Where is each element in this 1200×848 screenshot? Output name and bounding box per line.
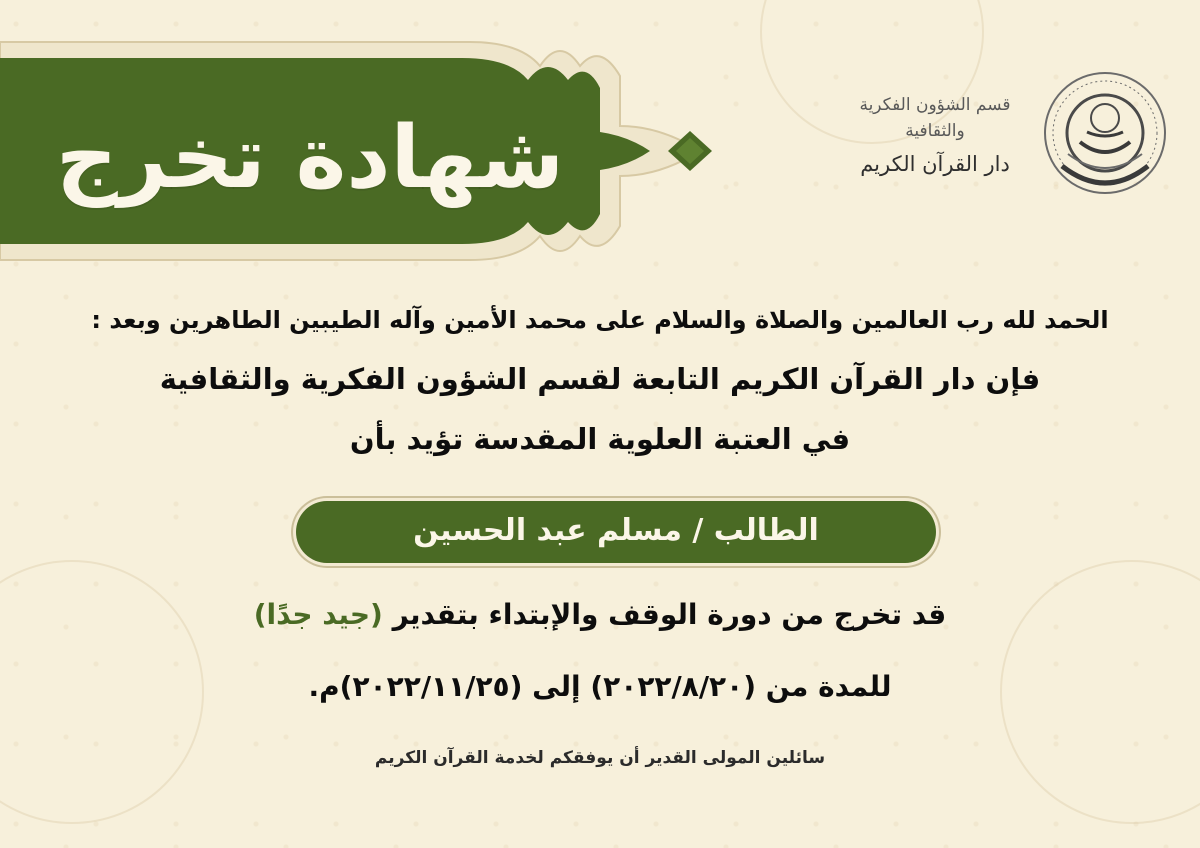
- student-name: الطالب / مسلم عبد الحسين: [413, 513, 819, 548]
- course-period: للمدة من (٢٠٢٢/٨/٢٠) إلى (٢٠٢٢/١١/٢٥)م.: [308, 670, 892, 703]
- seal-emblem: [1042, 70, 1168, 196]
- certificate-title: شهادة تخرج: [55, 108, 565, 208]
- course-text: قد تخرج من دورة الوقف والإبتداء بتقدير: [392, 598, 947, 631]
- department-name: قسم الشؤون الفكرية والثقافية: [859, 95, 1011, 141]
- statement-line-2: في العتبة العلوية المقدسة تؤيد بأن: [349, 422, 851, 456]
- shrine-seal-logo: [1042, 70, 1168, 196]
- closing-text: سائلين المولى القدير أن يوفقكم لخدمة القرآن الكريم: [374, 748, 826, 768]
- title-banner: [0, 36, 740, 266]
- intro-text: الحمد لله رب العالمين والصلاة والسلام على محمد الأمين وآله الطيبين الطاهرين وبعد :: [91, 306, 1109, 334]
- student-name-banner: [296, 501, 936, 563]
- grade-text: (جيد جدًا): [253, 598, 383, 631]
- quran-house-name: دار القرآن الكريم: [860, 152, 1010, 176]
- department-logo: [845, 92, 1025, 182]
- course-statement: [40, 598, 1160, 631]
- statement-line-1: فإن دار القرآن الكريم التابعة لقسم الشؤون الفكرية والثقافية: [159, 362, 1041, 396]
